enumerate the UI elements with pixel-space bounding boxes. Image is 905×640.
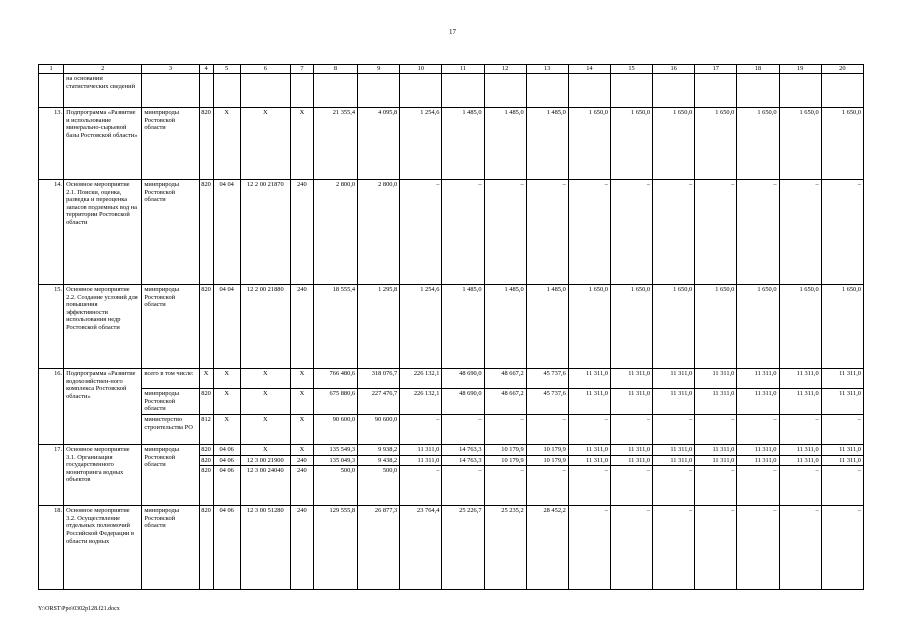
executor-cell: минприроды Ростовской области — [142, 108, 199, 180]
executor-cell: министерство строительства РО — [142, 415, 199, 445]
amount-cell: 500,0 — [358, 466, 400, 506]
amount-cell: 1 650,0 — [695, 108, 737, 180]
amount-cell: 11 311,0 — [610, 455, 652, 466]
amount-cell: 1 650,0 — [737, 285, 779, 369]
code-section-cell: 04 04 — [213, 180, 240, 285]
amount-cell: 2 800,0 — [358, 180, 400, 285]
amount-cell: – — [400, 466, 442, 506]
amount-cell: – — [610, 415, 652, 445]
amount-cell: – — [526, 180, 568, 285]
code-gov-cell: 820 — [199, 108, 213, 180]
table-row — [39, 285, 864, 369]
amount-cell: 90 600,0 — [313, 415, 357, 445]
column-number-header: 4 — [199, 65, 213, 74]
table-row — [39, 108, 864, 180]
amount-cell: – — [653, 466, 695, 506]
code-type-cell: 240 — [290, 506, 313, 590]
empty-cell — [821, 74, 863, 108]
amount-cell: 1 254,6 — [400, 285, 442, 369]
amount-cell: 9 438,2 — [358, 455, 400, 466]
amount-cell: 45 737,6 — [526, 389, 568, 415]
code-type-cell: Х — [290, 369, 313, 389]
amount-cell: 11 311,0 — [737, 455, 779, 466]
amount-cell: – — [821, 415, 863, 445]
amount-cell: – — [779, 415, 821, 445]
table-row — [39, 180, 864, 285]
row-title-cell: на основании статистических сведений — [64, 74, 142, 108]
empty-cell — [610, 74, 652, 108]
empty-cell — [568, 74, 610, 108]
executor-cell: минприроды Ростовской области — [142, 180, 199, 285]
amount-cell: 1 485,0 — [526, 285, 568, 369]
row-number-cell: 15. — [39, 285, 64, 369]
amount-cell: – — [400, 415, 442, 445]
row-title-cell: Основное мероприятие 2.2. Создание условий для повышения эффективности использования недр Ростовской области — [64, 285, 142, 369]
amount-cell: – — [568, 180, 610, 285]
column-number-header: 19 — [779, 65, 821, 74]
amount-cell: 1 254,6 — [400, 108, 442, 180]
code-target-cell: 12 2 00 21880 — [240, 285, 290, 369]
amount-cell: 11 311,0 — [821, 455, 863, 466]
amount-cell: – — [568, 466, 610, 506]
amount-cell: 135 049,3 — [313, 455, 357, 466]
row-title-cell: Подпрограмма «Развитие водохозяйствен-ного комплекса Ростовской области» — [64, 369, 142, 445]
empty-cell — [240, 74, 290, 108]
amount-cell: 11 311,0 — [821, 445, 863, 456]
amount-cell: 675 880,6 — [313, 389, 357, 415]
amount-cell: – — [821, 466, 863, 506]
column-number-header: 5 — [213, 65, 240, 74]
code-target-cell: 12 3 00 21900 — [240, 455, 290, 466]
column-number-header: 12 — [484, 65, 526, 74]
column-number-header: 14 — [568, 65, 610, 74]
amount-cell: 48 690,0 — [442, 369, 484, 389]
code-gov-cell: 812 — [199, 415, 213, 445]
amount-cell: 11 311,0 — [737, 445, 779, 456]
budget-table — [38, 64, 864, 590]
column-number-header: 15 — [610, 65, 652, 74]
amount-cell: 11 311,0 — [653, 389, 695, 415]
code-section-cell: 04 06 — [213, 506, 240, 590]
code-gov-cell: Х — [199, 369, 213, 389]
empty-cell — [313, 74, 357, 108]
table-row — [39, 369, 864, 389]
code-target-cell: Х — [240, 369, 290, 389]
amount-cell: 90 600,0 — [358, 415, 400, 445]
column-number-header: 11 — [442, 65, 484, 74]
amount-cell: – — [653, 506, 695, 590]
amount-cell: 1 650,0 — [779, 108, 821, 180]
amount-cell: – — [695, 506, 737, 590]
amount-cell: – — [610, 466, 652, 506]
amount-cell: 1 650,0 — [737, 108, 779, 180]
empty-cell — [442, 74, 484, 108]
amount-cell: 11 311,0 — [653, 455, 695, 466]
amount-cell: 1 650,0 — [821, 285, 863, 369]
empty-cell — [737, 74, 779, 108]
code-gov-cell: 820 — [199, 445, 213, 456]
amount-cell: 11 311,0 — [737, 389, 779, 415]
amount-cell: 135 549,3 — [313, 445, 357, 456]
amount-cell: 11 311,0 — [779, 389, 821, 415]
row-number-cell: 17. — [39, 445, 64, 506]
amount-cell: 11 311,0 — [779, 445, 821, 456]
amount-cell: 10 179,9 — [526, 455, 568, 466]
code-type-cell: 240 — [290, 285, 313, 369]
amount-cell: 1 650,0 — [568, 285, 610, 369]
amount-cell: – — [695, 466, 737, 506]
amount-cell: 11 311,0 — [610, 445, 652, 456]
row-number-cell: 18. — [39, 506, 64, 590]
amount-cell: 1 485,0 — [484, 108, 526, 180]
amount-cell: 11 311,0 — [695, 445, 737, 456]
code-type-cell: 240 — [290, 455, 313, 466]
code-section-cell: 04 04 — [213, 285, 240, 369]
code-gov-cell: 820 — [199, 506, 213, 590]
row-number-cell — [39, 74, 64, 108]
amount-cell: 11 311,0 — [568, 369, 610, 389]
code-gov-cell: 820 — [199, 455, 213, 466]
empty-cell — [484, 74, 526, 108]
amount-cell: – — [737, 415, 779, 445]
amount-cell: 1 485,0 — [442, 108, 484, 180]
row-title-cell: Основное мероприятие 3.1. Организация государственного мониторинга водных объектов — [64, 445, 142, 506]
code-type-cell: Х — [290, 415, 313, 445]
amount-cell: 21 355,4 — [313, 108, 357, 180]
amount-cell: – — [442, 180, 484, 285]
amount-cell: 11 311,0 — [400, 455, 442, 466]
table-row — [39, 389, 864, 415]
amount-cell: 11 311,0 — [695, 455, 737, 466]
amount-cell: – — [779, 180, 821, 285]
amount-cell: 14 763,3 — [442, 445, 484, 456]
amount-cell: – — [568, 415, 610, 445]
empty-cell — [142, 74, 199, 108]
column-number-header: 20 — [821, 65, 863, 74]
table-row — [39, 445, 864, 456]
table-header-row — [39, 65, 864, 74]
amount-cell: 226 132,1 — [400, 389, 442, 415]
code-target-cell: Х — [240, 389, 290, 415]
amount-cell: 25 235,2 — [484, 506, 526, 590]
amount-cell: 11 311,0 — [695, 369, 737, 389]
row-title-cell: Основное мероприятие 2.1. Поиски, оценка, разведка и переоценка запасов подземных вод на территории Ростовской области — [64, 180, 142, 285]
amount-cell: – — [442, 415, 484, 445]
amount-cell: – — [695, 415, 737, 445]
amount-cell: 1 650,0 — [779, 285, 821, 369]
code-type-cell: Х — [290, 389, 313, 415]
amount-cell: 11 311,0 — [653, 445, 695, 456]
code-section-cell: Х — [213, 108, 240, 180]
column-number-header: 8 — [313, 65, 357, 74]
column-number-header: 18 — [737, 65, 779, 74]
amount-cell: 2 800,0 — [313, 180, 357, 285]
column-number-header: 10 — [400, 65, 442, 74]
column-number-header: 6 — [240, 65, 290, 74]
executor-cell: всего в том числе: — [142, 369, 199, 389]
amount-cell: – — [568, 506, 610, 590]
amount-cell: – — [526, 415, 568, 445]
amount-cell: – — [737, 180, 779, 285]
amount-cell: 48 667,2 — [484, 389, 526, 415]
amount-cell: – — [779, 506, 821, 590]
row-title-cell: Подпрограмма «Развитие и использование минерально-сырьевой базы Ростовской области» — [64, 108, 142, 180]
amount-cell: 11 311,0 — [737, 369, 779, 389]
empty-cell — [213, 74, 240, 108]
code-target-cell: Х — [240, 415, 290, 445]
amount-cell: 11 311,0 — [821, 389, 863, 415]
column-number-header: 2 — [64, 65, 142, 74]
empty-cell — [695, 74, 737, 108]
amount-cell: 11 311,0 — [400, 445, 442, 456]
column-number-header: 16 — [653, 65, 695, 74]
code-type-cell: 240 — [290, 466, 313, 506]
empty-cell — [526, 74, 568, 108]
code-gov-cell: 820 — [199, 285, 213, 369]
code-target-cell: 12 3 00 51280 — [240, 506, 290, 590]
amount-cell: 11 311,0 — [610, 389, 652, 415]
executor-cell: минприроды Ростовской области — [142, 506, 199, 590]
amount-cell: 10 179,9 — [484, 445, 526, 456]
code-target-cell: Х — [240, 445, 290, 456]
code-section-cell: Х — [213, 389, 240, 415]
amount-cell: 11 311,0 — [779, 369, 821, 389]
code-target-cell: Х — [240, 108, 290, 180]
amount-cell: 9 938,2 — [358, 445, 400, 456]
amount-cell: – — [653, 415, 695, 445]
column-number-header: 17 — [695, 65, 737, 74]
amount-cell: – — [737, 466, 779, 506]
amount-cell: 1 485,0 — [526, 108, 568, 180]
amount-cell: 1 650,0 — [821, 108, 863, 180]
code-target-cell: 12 3 00 24040 — [240, 466, 290, 506]
amount-cell: 11 311,0 — [821, 369, 863, 389]
amount-cell: 14 763,3 — [442, 455, 484, 466]
column-number-header: 3 — [142, 65, 199, 74]
code-type-cell: 240 — [290, 180, 313, 285]
amount-cell: – — [610, 506, 652, 590]
amount-cell: – — [779, 466, 821, 506]
executor-cell: минприроды Ростовской области — [142, 389, 199, 415]
amount-cell: 11 311,0 — [568, 445, 610, 456]
code-section-cell: 04 06 — [213, 445, 240, 456]
code-section-cell: 04 06 — [213, 466, 240, 506]
amount-cell: 1 295,8 — [358, 285, 400, 369]
amount-cell: – — [653, 180, 695, 285]
empty-cell — [400, 74, 442, 108]
row-number-cell: 13. — [39, 108, 64, 180]
amount-cell: – — [526, 466, 568, 506]
footer-file-path: Y:\ORST\Ppo\0302p128.f21.docx — [38, 606, 120, 612]
amount-cell: 11 311,0 — [779, 455, 821, 466]
amount-cell: 1 650,0 — [653, 108, 695, 180]
amount-cell: 11 311,0 — [695, 389, 737, 415]
executor-cell: минприроды Ростовской области — [142, 445, 199, 506]
code-target-cell: 12 2 00 21870 — [240, 180, 290, 285]
column-number-header: 9 — [358, 65, 400, 74]
amount-cell: 1 485,0 — [484, 285, 526, 369]
amount-cell: 48 667,2 — [484, 369, 526, 389]
amount-cell: 226 132,1 — [400, 369, 442, 389]
code-gov-cell: 820 — [199, 389, 213, 415]
amount-cell: – — [737, 506, 779, 590]
amount-cell: 1 650,0 — [695, 285, 737, 369]
amount-cell: 129 555,8 — [313, 506, 357, 590]
amount-cell: 11 311,0 — [610, 369, 652, 389]
amount-cell: 10 179,9 — [484, 455, 526, 466]
row-number-cell: 16. — [39, 369, 64, 445]
amount-cell: – — [484, 415, 526, 445]
amount-cell: 10 179,9 — [526, 445, 568, 456]
empty-cell — [199, 74, 213, 108]
executor-cell: минприроды Ростовской области — [142, 285, 199, 369]
amount-cell: 11 311,0 — [653, 369, 695, 389]
amount-cell: – — [484, 466, 526, 506]
column-number-header: 1 — [39, 65, 64, 74]
amount-cell: 11 311,0 — [568, 389, 610, 415]
code-section-cell: 04 06 — [213, 455, 240, 466]
amount-cell: 1 650,0 — [610, 108, 652, 180]
amount-cell: 23 764,4 — [400, 506, 442, 590]
column-number-header: 7 — [290, 65, 313, 74]
amount-cell: 28 452,2 — [526, 506, 568, 590]
code-gov-cell: 820 — [199, 466, 213, 506]
amount-cell: – — [695, 180, 737, 285]
amount-cell: 1 650,0 — [568, 108, 610, 180]
amount-cell: 766 480,6 — [313, 369, 357, 389]
amount-cell: 1 650,0 — [653, 285, 695, 369]
amount-cell: 11 311,0 — [568, 455, 610, 466]
table-row — [39, 506, 864, 590]
row-title-cell: Основное мероприятие 3.2. Осуществление отдельных полномочий Российской Федерации в области водных — [64, 506, 142, 590]
empty-cell — [290, 74, 313, 108]
code-section-cell: Х — [213, 369, 240, 389]
table-row — [39, 74, 864, 108]
amount-cell: – — [484, 180, 526, 285]
column-number-header: 13 — [526, 65, 568, 74]
empty-cell — [358, 74, 400, 108]
amount-cell: 26 877,3 — [358, 506, 400, 590]
amount-cell: 1 485,0 — [442, 285, 484, 369]
empty-cell — [653, 74, 695, 108]
amount-cell: – — [821, 506, 863, 590]
amount-cell: 25 226,7 — [442, 506, 484, 590]
page-number: 17 — [449, 28, 456, 36]
amount-cell: – — [610, 180, 652, 285]
amount-cell: 1 650,0 — [610, 285, 652, 369]
empty-cell — [779, 74, 821, 108]
amount-cell: – — [400, 180, 442, 285]
amount-cell: 500,0 — [313, 466, 357, 506]
amount-cell: 18 555,4 — [313, 285, 357, 369]
row-number-cell: 14. — [39, 180, 64, 285]
code-type-cell: Х — [290, 108, 313, 180]
amount-cell: 227 476,7 — [358, 389, 400, 415]
amount-cell: – — [821, 180, 863, 285]
code-gov-cell: 820 — [199, 180, 213, 285]
amount-cell: 45 737,6 — [526, 369, 568, 389]
amount-cell: 48 690,0 — [442, 389, 484, 415]
code-section-cell: Х — [213, 415, 240, 445]
code-type-cell: Х — [290, 445, 313, 456]
table-row — [39, 415, 864, 445]
amount-cell: 318 076,7 — [358, 369, 400, 389]
amount-cell: – — [442, 466, 484, 506]
amount-cell: 4 095,8 — [358, 108, 400, 180]
